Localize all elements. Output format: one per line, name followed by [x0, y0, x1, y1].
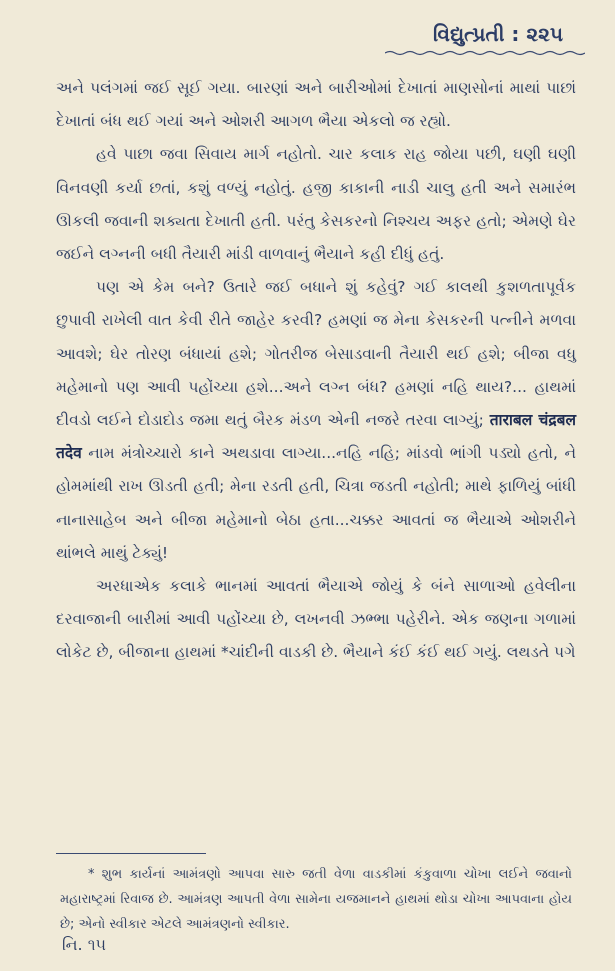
paragraph-3 — [56, 271, 576, 570]
paragraph-3-text: પણ એ કેમ બને? ઉતારે જઈ બધાને શું કહેવું? ગઈ કાલથી કુશળતાપૂર્વક છુપાવી રાખેલી વાત કેવી રીતે જાહેર કરવી? હમણાં જ મેના કેસકરની પત્નીને મળવા આવશે; ઘેર તોરણ બંધાયાં હશે; ગોતરીજ બેસાડવાની તૈયારી થઈ હશે; બીજા વધુ મહેમાનો પણ આવી પહોંચ્યા હશે...અને લગ્ન બંધ? હમણાં નહિ થાય?... હાથમાં દીવડો લઈને દોડાદોડ જમા થતું બૈરક મંડળ એની નજરે તરવા લાગ્યું; — [56, 278, 576, 430]
paragraph-4: અરધાએક કલાકે ભાનમાં આવતાં ભૈયાએ જોયું કે બંને સાળાઓ હવેલીના દરવાજાની બારીમાં આવી પહોંચ્યા છે, લખનવી ઝભ્ભા પહેરીને. એક જણના ગળામાં લોકેટ છે, બીજાના હાથમાં *ચાંદીની વાડકી છે. ભૈયાને કંઈ કંઈ થઈ ગયું. લથડતે પગે — [56, 577, 576, 662]
header-wavy-rule — [385, 50, 585, 56]
page-signature: નિ. ૧૫ — [62, 935, 107, 954]
footnote — [60, 862, 572, 937]
body-text — [56, 72, 576, 670]
footnote-divider — [56, 853, 206, 854]
footnote-text: * શુભ કાર્યનાં આમંત્રણો આપવા સારુ જતી વેળા વાડકીમાં કંકુવાળા ચોખા લઈને જવાનો મહારાષ્ટ્રમાં રિવાજ છે. આમંત્રણ આપતી વેળા સામેના યજમાનને હાથમાં થોડા ચોખા આપવાના હોય છે; એનો સ્વીકાર એટલે આમંત્રણનો સ્વીકાર. — [60, 867, 572, 932]
paragraph-1: અને પલંગમાં જઈ સૂઈ ગયા. બારણાં અને બારીઓમાં દેખાતાં માણસોનાં માથાં પાછાં દેખાતાં બંધ થઈ ગયાં અને ઓશરી આગળ ભૈયા એકલો જ રહ્યો. — [56, 79, 576, 131]
paragraph-3-continued: નામ મંત્રોચ્ચારો કાને અથડાવા લાગ્યા...નહિ નહિ; માંડવો ભાંગી પડ્યો હતો, ને હોમમાંથી રાખ ઊડતી હતી; મેના રડતી હતી, ચિત્રા જડતી નહોતી; માથે ફાળિયું બાંધી નાનાસાહેબ અને બીજા મહેમાનો બેઠા હતા...ચક્કર આવતાં જ ભૈયાએ ઓશરીને થાંભલે માથું ટેક્યું! — [56, 444, 577, 562]
sanskrit-highlight: ताराबल चंद्रबल तदेव — [56, 411, 576, 463]
running-head: વિદ્યુત્પ્રતી : ૨૨૫ — [432, 22, 563, 46]
paragraph-2: હવે પાછા જવા સિવાય માર્ગ નહોતો. ચાર કલાક રાહ જોયા પછી, ઘણી ઘણી વિનવણી કર્યા છતાં, કશું વળ્યું નહોતું. હજી કાકાની નાડી ચાલુ હતી અને સમારંભ ઊકલી જવાની શક્યતા દેખાતી હતી. પરંતુ કેસકરનો નિશ્ચય અફર હતો; એમણે ઘેર જઈને લગ્નની બધી તૈયારી માંડી વાળવાનું ભૈયાને કહી દીધું હતું. — [56, 145, 576, 264]
